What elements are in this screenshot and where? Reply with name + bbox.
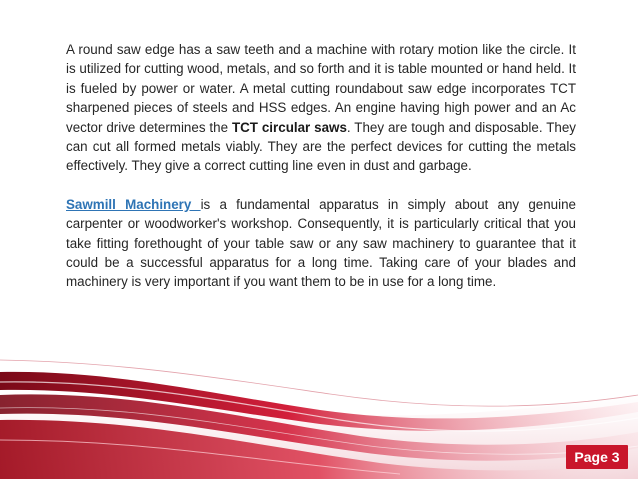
paragraph-2-text: is a fundamental apparatus in simply about any genuine carpenter or woodworker's workshop. Consequently, it is particularly critical that you take fitting forethought of your table saw or any saw machinery to guarantee that it could be a successful apparatus for a long time. Taking care of your blades and machinery is very important if you want them to be in use for a long time. — [66, 196, 576, 290]
paragraph-1-text: A round saw edge has a saw teeth and a machine with rotary motion like the circle. It is utilized for cutting wood, metals, and so forth and it is table mounted or hand held. It is fueled by power or water. A metal cutting roundabout saw edge incorporates TCT sharpened pieces of steels and HSS edges. An engine having high power and an Ac vector drive determines the — [66, 42, 576, 135]
page-number-badge: Page 3 — [566, 445, 628, 469]
paragraph-1-text-end: . They are tough and disposable. They can cut all formed metals viably. They are the perfect devices for cutting the metals effectively. They give a correct cutting line even in dust and garbage. — [66, 119, 576, 174]
sawmill-machinery-link[interactable]: Sawmill Machinery — [66, 196, 201, 212]
tct-circular-saws-term: TCT circular saws — [231, 119, 347, 135]
